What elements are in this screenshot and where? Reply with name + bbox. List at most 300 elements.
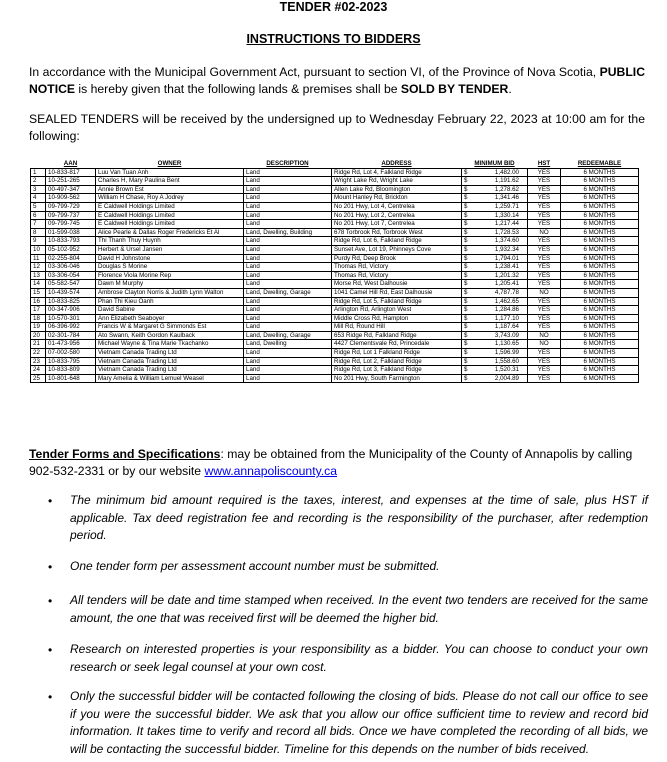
- aan-cell: 07-002-580: [46, 349, 96, 358]
- description-cell: Land: [244, 349, 332, 358]
- owner-cell: Dawn M Murphy: [96, 280, 244, 289]
- bullet-text: Research on interested properties is your responsibility as a bidder. You can choose to conduct your own research or seek legal counsel at your own cost.: [70, 642, 648, 674]
- bid-cell: [462, 314, 528, 323]
- aan-cell: 09-799-737: [46, 211, 96, 220]
- aan-cell: 03-306-054: [46, 271, 96, 280]
- aan-cell: 10-833-795: [46, 357, 96, 366]
- row-number-cell: 17: [31, 306, 46, 315]
- hst-cell: YES: [528, 357, 561, 366]
- hst-cell: YES: [528, 314, 561, 323]
- bid-cell: [462, 245, 528, 254]
- bid-amount: 1,374.60: [494, 237, 519, 245]
- owner-cell: E Caldwell Holdings Limited: [96, 211, 244, 220]
- aan-cell: 10-570-301: [46, 314, 96, 323]
- table-body: [31, 168, 639, 383]
- hst-cell: NO: [528, 288, 561, 297]
- bid-amount: 1,205.41: [494, 280, 519, 288]
- bid-cell: [462, 237, 528, 246]
- table-row: [31, 306, 639, 315]
- currency-symbol: $: [464, 314, 468, 322]
- hst-cell: NO: [528, 340, 561, 349]
- address-cell: Ridge Rd, Lot 4, Falkland Ridge: [332, 168, 462, 177]
- bid-amount: 1,728.53: [494, 228, 519, 236]
- owner-cell: David Sabine: [96, 306, 244, 315]
- hst-cell: YES: [528, 185, 561, 194]
- owner-cell: Mary Amelia & William Lemuel Weasel: [96, 374, 244, 383]
- table-row: [31, 297, 639, 306]
- owner-cell: Herbert & Ursel Jansen: [96, 245, 244, 254]
- owner-cell: Douglas S Morine: [96, 263, 244, 272]
- bid-amount: 1,191.62: [494, 177, 519, 185]
- description-cell: Land: [244, 314, 332, 323]
- owner-cell: Luu Van Tuan Anh: [96, 168, 244, 177]
- bid-cell: [462, 194, 528, 203]
- row-number-cell: 12: [31, 263, 46, 272]
- redeemable-cell: 6 MONTHS: [561, 202, 639, 211]
- row-number-cell: 11: [31, 254, 46, 263]
- bid-amount: 1,558.60: [494, 357, 519, 365]
- owner-cell: E Caldwell Holdings Limited: [96, 202, 244, 211]
- bullet-dot: •: [48, 560, 53, 574]
- address-cell: Purdy Rd, Deep Brook: [332, 254, 462, 263]
- bid-amount: 1,259.71: [494, 202, 519, 210]
- description-cell: Land: [244, 297, 332, 306]
- owner-cell: Florence Viola Morine Rep: [96, 271, 244, 280]
- owner-cell: Thi Thanh Thuy Huynh: [96, 237, 244, 246]
- description-cell: Land: [244, 254, 332, 263]
- public-notice-emphasis: PUBLIC NOTICE: [29, 65, 645, 96]
- address-cell: 678 Torbrook Rd, Torbrook West: [332, 228, 462, 237]
- bid-amount: 1,238.41: [494, 263, 519, 271]
- aan-cell: 05-582-547: [46, 280, 96, 289]
- bid-amount: 1,482.00: [494, 168, 519, 176]
- currency-symbol: $: [464, 220, 468, 228]
- table-row: [31, 331, 639, 340]
- bullet-text: The minimum bid amount required is the taxes, interest, and expenses at the time of sale, plus HST if applicable. Tax deed registration fee and recording is the responsibility of the purchaser, after redemption period.: [70, 493, 648, 542]
- description-cell: Land: [244, 220, 332, 229]
- redeemable-cell: 6 MONTHS: [561, 340, 639, 349]
- description-cell: Land: [244, 185, 332, 194]
- redeemable-cell: 6 MONTHS: [561, 228, 639, 237]
- bid-amount: 1,794.01: [494, 254, 519, 262]
- redeemable-cell: 6 MONTHS: [561, 177, 639, 186]
- redeemable-cell: 6 MONTHS: [561, 254, 639, 263]
- row-number-cell: 16: [31, 297, 46, 306]
- table-row: [31, 288, 639, 297]
- owner-cell: William H Chase, Roy A Jodrey: [96, 194, 244, 203]
- bid-amount: 4,787.78: [494, 288, 519, 296]
- hst-cell: YES: [528, 280, 561, 289]
- aan-cell: 10-909-562: [46, 194, 96, 203]
- row-number-cell: 25: [31, 374, 46, 383]
- currency-symbol: $: [464, 245, 468, 253]
- owner-cell: Francis W & Margaret G Simmonds Est: [96, 323, 244, 332]
- row-number-cell: 2: [31, 177, 46, 186]
- aan-cell: 10-833-793: [46, 237, 96, 246]
- aan-cell: 01-599-038: [46, 228, 96, 237]
- redeemable-cell: 6 MONTHS: [561, 349, 639, 358]
- bid-amount: 1,187.64: [494, 323, 519, 331]
- description-cell: Land: [244, 271, 332, 280]
- bid-cell: [462, 331, 528, 340]
- table-row: [31, 228, 639, 237]
- hst-cell: YES: [528, 211, 561, 220]
- redeemable-cell: 6 MONTHS: [561, 306, 639, 315]
- sealed-tenders-paragraph: SEALED TENDERS will be received by the undersigned up to Wednesday February 22, 2023 at 10:00 am for the following:: [29, 112, 645, 143]
- owner-cell: David H Johnstone: [96, 254, 244, 263]
- description-cell: Land: [244, 357, 332, 366]
- bid-cell: [462, 366, 528, 375]
- aan-cell: 10-439-574: [46, 288, 96, 297]
- bid-amount: 1,462.65: [494, 297, 519, 305]
- row-number-cell: 23: [31, 357, 46, 366]
- address-cell: Middle Cross Rd, Hampton: [332, 314, 462, 323]
- bid-amount: 3,743.09: [494, 331, 519, 339]
- aan-cell: 10-801-648: [46, 374, 96, 383]
- table-row: [31, 245, 639, 254]
- bullet-text: Only the successful bidder will be contacted following the closing of bids. Please do not call our office to see if you were the successful bidder. We ask that you allow our office sufficient time to review and record bid information. It takes time to verify and record all bids. Once we have completed the recording of all bids, we will be contacting the successful bidder. Timeline for this depends on the number of bids received.: [70, 689, 648, 756]
- description-cell: Land, Dwelling, Garage: [244, 288, 332, 297]
- bid-cell: [462, 220, 528, 229]
- currency-symbol: $: [464, 366, 468, 374]
- bid-cell: [462, 306, 528, 315]
- bid-cell: [462, 340, 528, 349]
- currency-symbol: $: [464, 349, 468, 357]
- owner-cell: E Caldwell Holdings Limited: [96, 220, 244, 229]
- aan-cell: 00-497-347: [46, 185, 96, 194]
- address-cell: 653 Ridge Rd, Falkland Ridge: [332, 331, 462, 340]
- description-cell: Land: [244, 306, 332, 315]
- address-cell: No 201 Hwy, Lot 7, Centrelea: [332, 220, 462, 229]
- table-header-row: [31, 160, 639, 168]
- bid-cell: [462, 349, 528, 358]
- bid-amount: 1,596.99: [494, 349, 519, 357]
- aan-cell: 10-251-265: [46, 177, 96, 186]
- bid-cell: [462, 374, 528, 383]
- address-cell: Mill Rd, Round Hill: [332, 323, 462, 332]
- bid-amount: 2,004.89: [494, 374, 519, 382]
- description-cell: Land: [244, 323, 332, 332]
- hst-cell: YES: [528, 263, 561, 272]
- bid-cell: [462, 254, 528, 263]
- redeemable-cell: 6 MONTHS: [561, 271, 639, 280]
- tender-forms-text: : may be obtained from the Municipality of the County of Annapolis by calling 902-532-2331 or by our website: [29, 447, 633, 478]
- bid-cell: [462, 228, 528, 237]
- redeemable-cell: 6 MONTHS: [561, 211, 639, 220]
- hst-cell: YES: [528, 177, 561, 186]
- address-cell: Ridge Rd, Lot 2, Falkland Ridge: [332, 357, 462, 366]
- tender-forms-paragraph: [29, 446, 649, 480]
- owner-cell: Vietnam Canada Trading Ltd: [96, 366, 244, 375]
- redeemable-cell: 6 MONTHS: [561, 366, 639, 375]
- bid-cell: [462, 297, 528, 306]
- redeemable-cell: 6 MONTHS: [561, 168, 639, 177]
- description-cell: Land: [244, 202, 332, 211]
- hst-cell: YES: [528, 220, 561, 229]
- row-number-cell: 4: [31, 194, 46, 203]
- bid-amount: 1,130.65: [494, 340, 519, 348]
- description-cell: Land, Dwelling, Building: [244, 228, 332, 237]
- row-number-cell: 15: [31, 288, 46, 297]
- address-cell: Wright Lake Rd, Wright Lake: [332, 177, 462, 186]
- owner-cell: Annie Brown Est: [96, 185, 244, 194]
- currency-symbol: $: [464, 194, 468, 202]
- address-cell: Ridge Rd, Lot 3, Falkland Ridge: [332, 366, 462, 375]
- owner-cell: Ann Elizabeth Seaboyer: [96, 314, 244, 323]
- currency-symbol: $: [464, 340, 468, 348]
- currency-symbol: $: [464, 185, 468, 193]
- bid-amount: 1,284.86: [494, 306, 519, 314]
- header-redeemable: REDEEMABLE: [561, 160, 639, 168]
- currency-symbol: $: [464, 237, 468, 245]
- hst-cell: YES: [528, 168, 561, 177]
- address-cell: No 201 Hwy, Lot 2, Centrelea: [332, 211, 462, 220]
- owner-cell: Charles H, Mary Paulina Bent: [96, 177, 244, 186]
- address-cell: Thomas Rd, Victory: [332, 263, 462, 272]
- row-number-cell: 20: [31, 331, 46, 340]
- owner-cell: Vietnam Canada Trading Ltd: [96, 357, 244, 366]
- bid-cell: [462, 280, 528, 289]
- table-row: [31, 237, 639, 246]
- owner-cell: Ato Swann, Keith Gordon Kaulback: [96, 331, 244, 340]
- hst-cell: YES: [528, 245, 561, 254]
- redeemable-cell: 6 MONTHS: [561, 288, 639, 297]
- bid-amount: 1,330.14: [494, 211, 519, 219]
- currency-symbol: $: [464, 288, 468, 296]
- description-cell: Land: [244, 366, 332, 375]
- currency-symbol: $: [464, 280, 468, 288]
- header-description: DESCRIPTION: [244, 160, 332, 168]
- header-hst: HST: [528, 160, 561, 168]
- currency-symbol: $: [464, 331, 468, 339]
- currency-symbol: $: [464, 177, 468, 185]
- header-minimum-bid: MINIMUM BID: [462, 160, 528, 168]
- currency-symbol: $: [464, 168, 468, 176]
- row-number-cell: 18: [31, 314, 46, 323]
- table-row: [31, 211, 639, 220]
- table-row: [31, 263, 639, 272]
- hst-cell: YES: [528, 202, 561, 211]
- hst-cell: YES: [528, 194, 561, 203]
- table-row: [31, 314, 639, 323]
- description-cell: Land: [244, 194, 332, 203]
- address-cell: 4427 Clementsvale Rd, Princedale: [332, 340, 462, 349]
- bullet-dot: •: [48, 643, 53, 657]
- description-cell: Land: [244, 263, 332, 272]
- redeemable-cell: 6 MONTHS: [561, 245, 639, 254]
- currency-symbol: $: [464, 254, 468, 262]
- address-cell: Mount Hanley Rd, Brickton: [332, 194, 462, 203]
- hst-cell: YES: [528, 366, 561, 375]
- bid-cell: [462, 177, 528, 186]
- description-cell: Land, Dwelling: [244, 340, 332, 349]
- hst-cell: YES: [528, 374, 561, 383]
- owner-cell: Alice Pearle & Dallas Roger Fredericks Et Al: [96, 228, 244, 237]
- address-cell: Thomas Rd, Victory: [332, 271, 462, 280]
- table-row: [31, 340, 639, 349]
- bid-amount: 1,201.32: [494, 271, 519, 279]
- row-number-cell: 14: [31, 280, 46, 289]
- bid-amount: 1,520.31: [494, 366, 519, 374]
- bid-cell: [462, 323, 528, 332]
- bid-cell: [462, 271, 528, 280]
- hst-cell: NO: [528, 331, 561, 340]
- address-cell: Arlington Rd, Arlington West: [332, 306, 462, 315]
- redeemable-cell: 6 MONTHS: [561, 280, 639, 289]
- address-cell: Ridge Rd, Lot 5, Falkland Ridge: [332, 297, 462, 306]
- currency-symbol: $: [464, 323, 468, 331]
- table-row: [31, 254, 639, 263]
- row-number-cell: 19: [31, 323, 46, 332]
- table-row: [31, 194, 639, 203]
- intro-paragraph: [29, 64, 645, 98]
- hst-cell: YES: [528, 323, 561, 332]
- row-number-cell: 1: [31, 168, 46, 177]
- tender-forms-label: Tender Forms and Specifications: [29, 447, 221, 461]
- bullet-dot: •: [48, 690, 53, 704]
- redeemable-cell: 6 MONTHS: [561, 185, 639, 194]
- table-row: [31, 280, 639, 289]
- hst-cell: NO: [528, 228, 561, 237]
- bullet-text: All tenders will be date and time stamped when received. In the event two tenders are received for the same amount, the one that was received first will be deemed the higher bid.: [70, 593, 648, 625]
- aan-cell: 10-833-817: [46, 168, 96, 177]
- aan-cell: 05-102-952: [46, 245, 96, 254]
- currency-symbol: $: [464, 297, 468, 305]
- bid-cell: [462, 211, 528, 220]
- bullet-dot: •: [48, 594, 53, 608]
- hst-cell: YES: [528, 306, 561, 315]
- header-index: [31, 160, 46, 168]
- currency-symbol: $: [464, 228, 468, 236]
- description-cell: Land, Dwelling, Garage: [244, 331, 332, 340]
- bid-amount: 1,278.62: [494, 185, 519, 193]
- currency-symbol: $: [464, 357, 468, 365]
- owner-cell: Phan Thi Kieu Oanh: [96, 297, 244, 306]
- row-number-cell: 6: [31, 211, 46, 220]
- header-aan: AAN: [46, 160, 96, 168]
- row-number-cell: 8: [31, 228, 46, 237]
- currency-symbol: $: [464, 263, 468, 271]
- row-number-cell: 3: [31, 185, 46, 194]
- owner-cell: Michael Wayne & Tina Marie Tkachanko: [96, 340, 244, 349]
- hst-cell: YES: [528, 237, 561, 246]
- address-cell: No 201 Hwy, South Farmington: [332, 374, 462, 383]
- hst-cell: YES: [528, 271, 561, 280]
- bid-cell: [462, 168, 528, 177]
- intro-text-e: .: [508, 82, 512, 96]
- redeemable-cell: 6 MONTHS: [561, 237, 639, 246]
- aan-cell: 10-833-825: [46, 297, 96, 306]
- aan-cell: 02-301-784: [46, 331, 96, 340]
- description-cell: Land: [244, 237, 332, 246]
- header-address: ADDRESS: [332, 160, 462, 168]
- redeemable-cell: 6 MONTHS: [561, 374, 639, 383]
- description-cell: Land: [244, 211, 332, 220]
- description-cell: Land: [244, 168, 332, 177]
- hst-cell: YES: [528, 254, 561, 263]
- website-link[interactable]: www.annapoliscounty.ca: [204, 464, 338, 478]
- header-owner: OWNER: [96, 160, 244, 168]
- row-number-cell: 24: [31, 366, 46, 375]
- table-row: [31, 271, 639, 280]
- aan-cell: 01-473-956: [46, 340, 96, 349]
- table-row: [31, 366, 639, 375]
- aan-cell: 02-255-804: [46, 254, 96, 263]
- intro-text-c: is hereby given that the following lands & premises shall be: [75, 82, 401, 96]
- address-cell: Morse Rd, West Dalhousie: [332, 280, 462, 289]
- owner-cell: Vietnam Canada Trading Ltd: [96, 349, 244, 358]
- bid-amount: 1,177.10: [494, 314, 519, 322]
- redeemable-cell: 6 MONTHS: [561, 263, 639, 272]
- intro-text-a: In accordance with the Municipal Government Act, pursuant to section VI, of the Province of Nova Scotia,: [29, 65, 600, 79]
- row-number-cell: 9: [31, 237, 46, 246]
- table-row: [31, 349, 639, 358]
- aan-cell: 06-396-992: [46, 323, 96, 332]
- address-cell: Sunset Ave, Lot 19, Phinneys Cove: [332, 245, 462, 254]
- currency-symbol: $: [464, 211, 468, 219]
- bid-cell: [462, 202, 528, 211]
- row-number-cell: 5: [31, 202, 46, 211]
- aan-cell: 09-799-729: [46, 202, 96, 211]
- redeemable-cell: 6 MONTHS: [561, 331, 639, 340]
- description-cell: Land: [244, 374, 332, 383]
- address-cell: Allen Lake Rd, Bloomington: [332, 185, 462, 194]
- redeemable-cell: 6 MONTHS: [561, 297, 639, 306]
- currency-symbol: $: [464, 202, 468, 210]
- redeemable-cell: 6 MONTHS: [561, 314, 639, 323]
- table-row: [31, 168, 639, 177]
- document-title: TENDER #02-2023: [279, 0, 388, 14]
- sold-by-tender-emphasis: SOLD BY TENDER: [400, 82, 509, 96]
- bid-cell: [462, 263, 528, 272]
- table-row: [31, 323, 639, 332]
- aan-cell: 10-833-809: [46, 366, 96, 375]
- redeemable-cell: 6 MONTHS: [561, 323, 639, 332]
- row-number-cell: 10: [31, 245, 46, 254]
- aan-cell: 00-347-906: [46, 306, 96, 315]
- row-number-cell: 22: [31, 349, 46, 358]
- currency-symbol: $: [464, 271, 468, 279]
- properties-table: [30, 160, 639, 383]
- row-number-cell: 7: [31, 220, 46, 229]
- redeemable-cell: 6 MONTHS: [561, 194, 639, 203]
- address-cell: 1041 Camel Hill Rd, East Dalhousie: [332, 288, 462, 297]
- address-cell: Ridge Rd, Lot 6, Falkland Ridge: [332, 237, 462, 246]
- bid-cell: [462, 357, 528, 366]
- bid-amount: 1,341.46: [494, 194, 519, 202]
- description-cell: Land: [244, 280, 332, 289]
- hst-cell: YES: [528, 297, 561, 306]
- currency-symbol: $: [464, 306, 468, 314]
- aan-cell: 03-306-046: [46, 263, 96, 272]
- table-row: [31, 220, 639, 229]
- bid-cell: [462, 288, 528, 297]
- bullet-dot: •: [48, 494, 53, 508]
- row-number-cell: 13: [31, 271, 46, 280]
- bid-amount: 1,217.44: [494, 220, 519, 228]
- owner-cell: Ambrose Clayton Norris & Judith Lynn Walton: [96, 288, 244, 297]
- row-number-cell: 21: [31, 340, 46, 349]
- redeemable-cell: 6 MONTHS: [561, 220, 639, 229]
- table-row: [31, 177, 639, 186]
- table-row: [31, 357, 639, 366]
- address-cell: No 201 Hwy, Lot 4, Centrelea: [332, 202, 462, 211]
- aan-cell: 09-799-745: [46, 220, 96, 229]
- redeemable-cell: 6 MONTHS: [561, 357, 639, 366]
- table-row: [31, 374, 639, 383]
- document-subtitle: INSTRUCTIONS TO BIDDERS: [246, 32, 421, 46]
- table-row: [31, 185, 639, 194]
